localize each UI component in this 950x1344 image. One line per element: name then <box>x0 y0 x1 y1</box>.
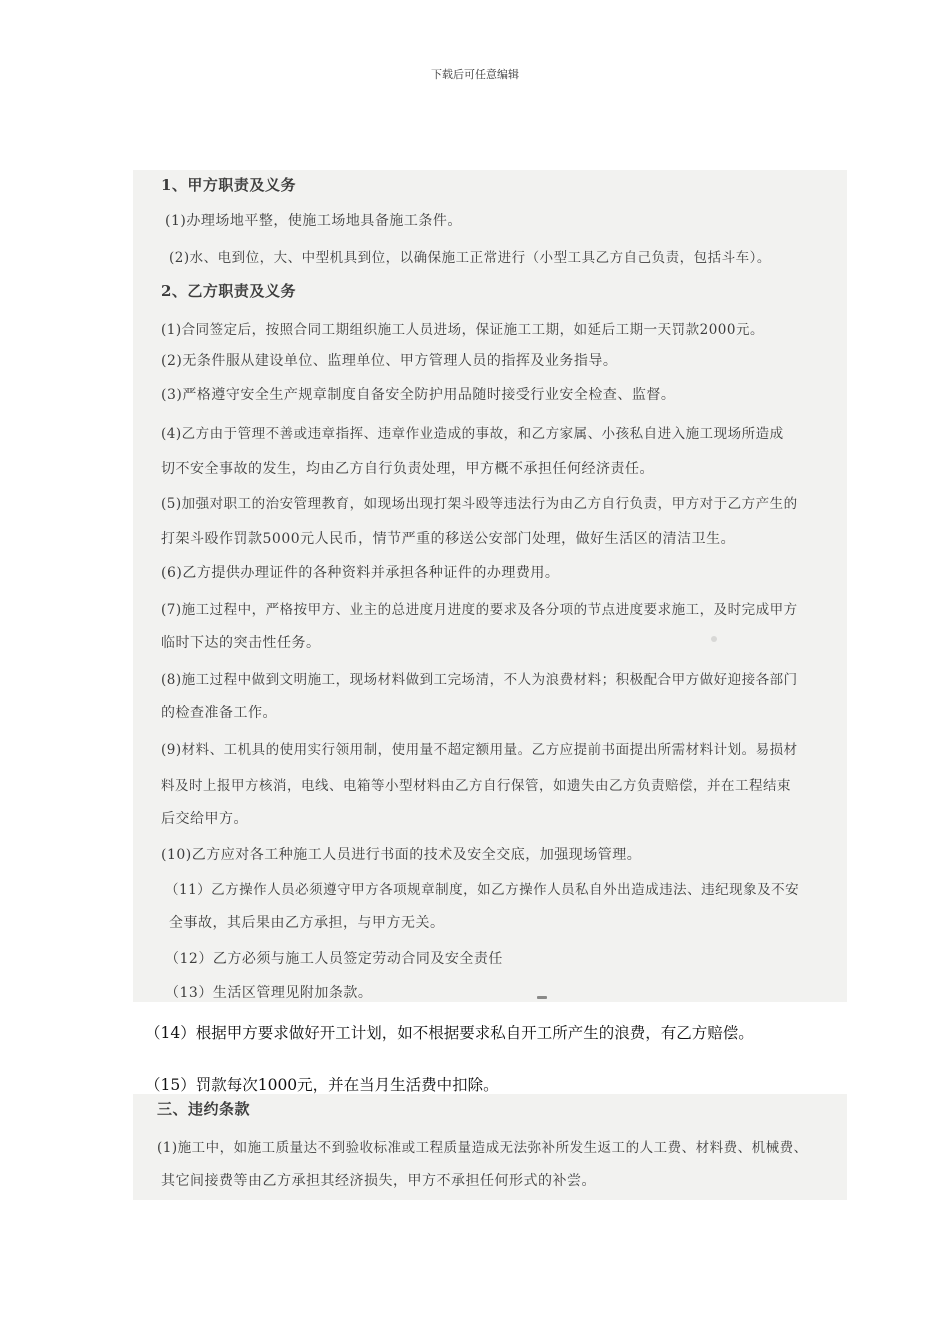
clause-14: （14）根据甲方要求做好开工计划，如不根据要求私自开工所产生的浪费，有乙方赔偿。 <box>145 1024 754 1042</box>
scan-line: 打架斗殴作罚款5000元人民币，情节严重的移送公安部门处理，做好生活区的清洁卫生。 <box>161 531 736 547</box>
scanned-contract-image-top <box>133 170 847 1002</box>
scan-line: 全事故，其后果由乙方承担，与甲方无关。 <box>169 915 445 931</box>
scan-line: 的检查准备工作。 <box>161 705 277 721</box>
scan-speck <box>537 996 547 999</box>
scan-line: (1)施工中，如施工质量达不到验收标准或工程质量造成无法弥补所发生返工的人工费、材料费、机械费、 <box>157 1140 808 1156</box>
clause-15: （15）罚款每次1000元，并在当月生活费中扣除。 <box>145 1076 499 1094</box>
scan-line: (5)加强对职工的治安管理教育，如现场出现打架斗殴等违法行为由乙方自行负责，甲方对于乙方产生的 <box>161 496 798 512</box>
scan-line: 切不安全事故的发生，均由乙方自行负责处理，甲方概不承担任何经济责任。 <box>161 461 654 477</box>
scan-line: (3)严格遵守安全生产规章制度自备安全防护用品随时接受行业安全检查、监督。 <box>161 387 676 403</box>
scan-line: （13）生活区管理见附加条款。 <box>165 985 373 1001</box>
scan-line: 料及时上报甲方核消，电线、电箱等小型材料由乙方自行保管，如遗失由乙方负责赔偿，并在工程结束 <box>161 778 791 794</box>
scan-line: (10)乙方应对各工种施工人员进行书面的技术及安全交底，加强现场管理。 <box>161 847 642 863</box>
scan-line: （11）乙方操作人员必须遵守甲方各项规章制度，如乙方操作人员私自外出造成违法、违纪现象及不安 <box>165 882 800 898</box>
scan-line: 其它间接费等由乙方承担其经济损失，甲方不承担任何形式的补尝。 <box>161 1173 596 1189</box>
section-heading-party-b: 2、乙方职责及义务 <box>161 282 296 300</box>
scan-speck <box>711 636 717 642</box>
section-heading-breach: 三、违约条款 <box>157 1100 251 1118</box>
scan-line: (2)无条件服从建设单位、监理单位、甲方管理人员的指挥及业务指导。 <box>161 353 618 369</box>
section-heading-party-a: 1、甲方职责及义务 <box>161 176 296 194</box>
scan-line: (2)水、电到位，大、中型机具到位，以确保施工正常进行（小型工具乙方自己负责，包括斗车）。 <box>169 250 771 266</box>
scan-line: (7)施工过程中，严格按甲方、业主的总进度月进度的要求及各分项的节点进度要求施工，及时完成甲方 <box>161 602 798 618</box>
scanned-contract-image-bottom <box>133 1094 847 1200</box>
scan-line: (1)办理场地平整，使施工场地具备施工条件。 <box>165 213 462 229</box>
scan-line: (1)合同签定后，按照合同工期组织施工人员进场，保证施工工期，如延后工期一天罚款2000元。 <box>161 322 764 338</box>
scan-line: （12）乙方必须与施工人员签定劳动合同及安全责任 <box>165 951 503 967</box>
scan-line: (9)材料、工机具的使用实行领用制，使用量不超定额用量。乙方应提前书面提出所需材料计划。易损材 <box>161 742 798 758</box>
scan-line: 临时下达的突击性任务。 <box>161 635 321 651</box>
scan-line: (8)施工过程中做到文明施工，现场材料做到工完场清，不人为浪费材料；积极配合甲方做好迎接各部门 <box>161 672 798 688</box>
scan-line: (6)乙方提供办理证件的各种资料并承担各种证件的办理费用。 <box>161 565 560 581</box>
scan-line: 后交给甲方。 <box>161 811 248 827</box>
page-header: 下载后可任意编辑 <box>431 68 519 81</box>
scan-line: (4)乙方由于管理不善或违章指挥、违章作业造成的事故，和乙方家属、小孩私自进入施工现场所造成 <box>161 426 784 442</box>
